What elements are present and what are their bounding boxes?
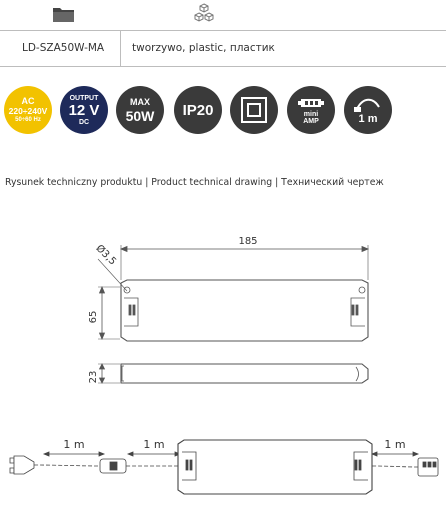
technical-drawing <box>0 225 446 395</box>
width-arrow-left <box>121 247 127 252</box>
cable3-length-label: 1 m <box>384 438 406 451</box>
drawing-caption: Rysunek techniczny produktu | Product technical drawing | Технический чертеж <box>5 177 384 188</box>
switch-toggle <box>110 462 117 470</box>
plug-cable-icon <box>353 95 383 113</box>
max-line2: 50W <box>125 107 155 124</box>
body-top-outline <box>121 280 368 341</box>
output-line1: OUTPUT <box>69 94 99 102</box>
cable-label: 1 m <box>358 113 378 125</box>
body-side-outline <box>121 364 368 383</box>
cable-length-icon <box>344 86 392 134</box>
cubes-icon <box>193 3 215 23</box>
mini-amp-connector-icon <box>287 86 335 134</box>
material-value: tworzywo, plastic, пластик <box>132 42 275 54</box>
ac-input-icon <box>4 86 52 134</box>
double-square-icon <box>240 96 268 124</box>
cable-segment-1 <box>34 465 100 466</box>
ip-rating-icon <box>174 86 222 134</box>
ac-line1: AC <box>21 95 35 106</box>
mount-hole-right <box>359 287 365 293</box>
plug-pins <box>10 458 14 473</box>
connector-label2: AMP <box>303 117 319 125</box>
output-line2: 12 V <box>68 101 100 119</box>
thickness-label: 23 <box>88 370 99 384</box>
output-voltage-icon <box>60 86 108 134</box>
width-label: 185 <box>238 236 258 247</box>
connector-icon <box>296 96 326 110</box>
cable-segment-3 <box>372 466 418 467</box>
ac-line2: 220÷240V <box>8 105 48 116</box>
output-line3: DC <box>78 118 90 126</box>
max-line1: MAX <box>130 96 150 107</box>
folder-icon <box>52 5 76 23</box>
model-code: LD-SZA50W-MA <box>22 42 105 54</box>
height-label: 65 <box>88 310 99 324</box>
hole-diameter-label: Ø3,5 <box>93 242 119 268</box>
connector-label1: mini <box>303 110 319 118</box>
mount-hole-left <box>124 287 130 293</box>
driver-body <box>178 440 372 494</box>
ip-line1: IP20 <box>182 101 214 119</box>
ac-line3: 50÷60 Hz <box>15 117 41 124</box>
wiring-drawing <box>0 430 446 510</box>
width-arrow-right <box>362 247 368 252</box>
max-power-icon <box>116 86 164 134</box>
cable1-length-label: 1 m <box>63 438 85 451</box>
cable2-length-label: 1 m <box>143 438 165 451</box>
plug-body <box>14 456 34 474</box>
double-insulation-icon <box>230 86 278 134</box>
